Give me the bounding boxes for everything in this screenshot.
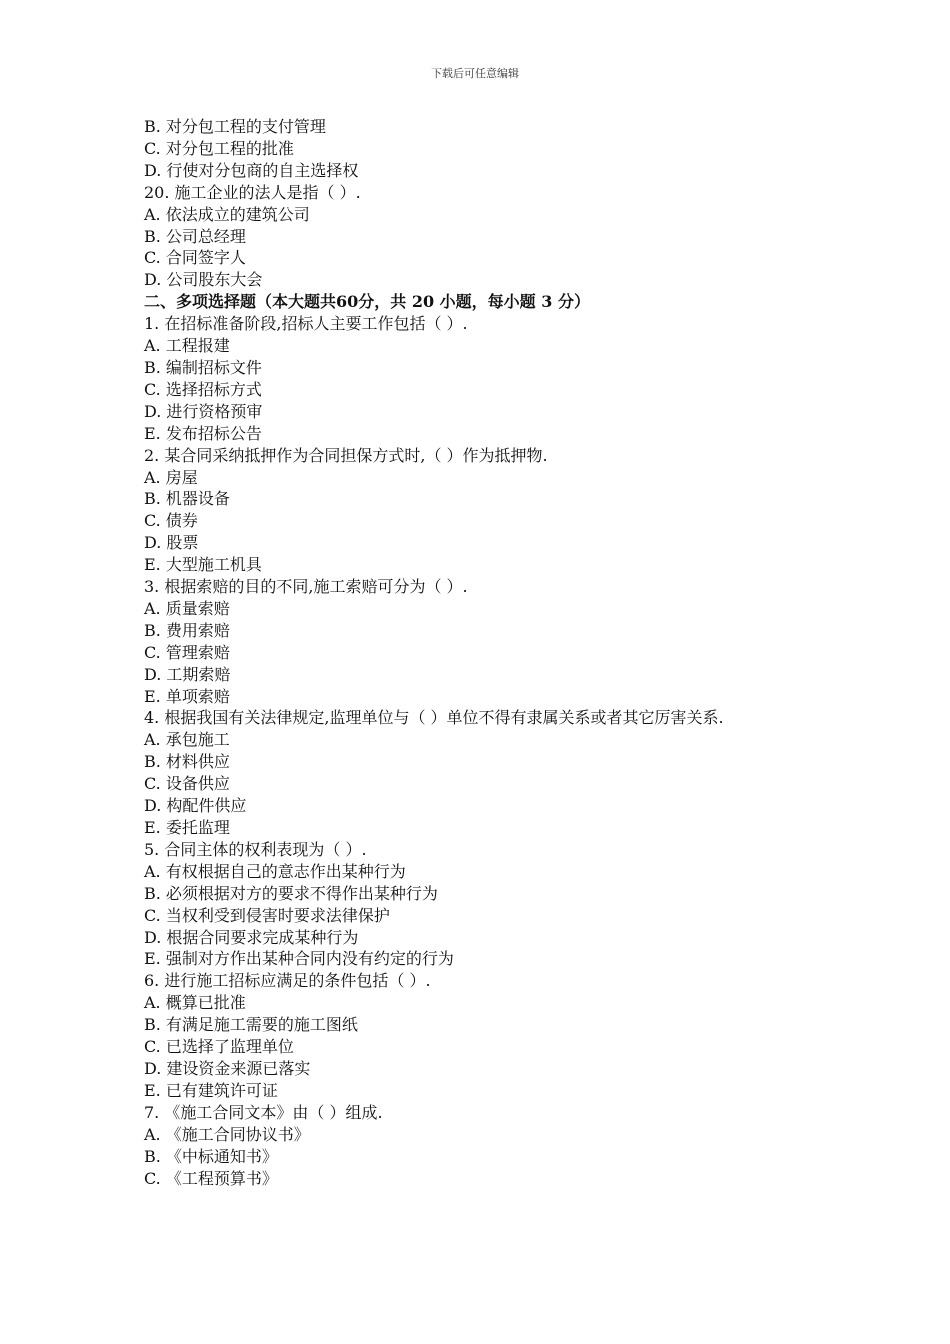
document-body xyxy=(144,116,814,1189)
document-line: A. 依法成立的建筑公司 xyxy=(144,204,310,224)
section-heading: 二、多项选择题（本大题共60分，共 20 小题，每小题 3 分） xyxy=(144,292,590,312)
document-line: D. 根据合同要求完成某种行为 xyxy=(144,927,359,947)
document-line: B. 有满足施工需要的施工图纸 xyxy=(144,1015,358,1035)
document-line: C. 《工程预算书》 xyxy=(144,1168,278,1188)
document-line: 6. 进行施工招标应满足的条件包括（ ）. xyxy=(144,971,431,991)
document-line: D. 建设资金来源已落实 xyxy=(144,1058,311,1078)
document-line: A. 工程报建 xyxy=(144,336,230,356)
document-line: C. 合同签字人 xyxy=(144,248,246,268)
document-line: E. 发布招标公告 xyxy=(144,423,262,443)
document-line: C. 债券 xyxy=(144,511,198,531)
document-line: D. 构配件供应 xyxy=(144,796,247,816)
document-line: B. 费用索赔 xyxy=(144,620,230,640)
document-line: D. 进行资格预审 xyxy=(144,401,263,421)
document-line: C. 当权利受到侵害时要求法律保护 xyxy=(144,905,390,925)
document-line: A. 承包施工 xyxy=(144,730,230,750)
document-line: 3. 根据索赔的目的不同,施工索赔可分为（ ）. xyxy=(144,577,468,597)
document-line: 7. 《施工合同文本》由（ ）组成. xyxy=(144,1102,383,1122)
document-line: 1. 在招标准备阶段,招标人主要工作包括（ ）. xyxy=(144,314,468,334)
document-line: C. 对分包工程的批准 xyxy=(144,138,294,158)
document-line: B. 材料供应 xyxy=(144,752,230,772)
document-line: C. 已选择了监理单位 xyxy=(144,1037,294,1057)
document-line: A. 概算已批准 xyxy=(144,993,246,1013)
document-line: 20. 施工企业的法人是指（ ）. xyxy=(144,182,361,202)
document-line: 5. 合同主体的权利表现为（ ）. xyxy=(144,839,367,859)
document-line: D. 工期索赔 xyxy=(144,664,231,684)
document-line: B. 编制招标文件 xyxy=(144,357,262,377)
document-line: B. 必须根据对方的要求不得作出某种行为 xyxy=(144,883,438,903)
document-line: E. 大型施工机具 xyxy=(144,555,262,575)
page-header: 下载后可任意编辑 xyxy=(431,67,519,80)
document-line: D. 公司股东大会 xyxy=(144,270,263,290)
document-line: E. 已有建筑许可证 xyxy=(144,1080,278,1100)
document-line: A. 房屋 xyxy=(144,467,198,487)
document-line: B. 公司总经理 xyxy=(144,226,246,246)
document-line: A. 质量索赔 xyxy=(144,598,230,618)
document-line: B. 机器设备 xyxy=(144,489,230,509)
document-line: D. 行使对分包商的自主选择权 xyxy=(144,160,359,180)
document-line: E. 单项索赔 xyxy=(144,686,230,706)
document-line: B. 《中标通知书》 xyxy=(144,1146,278,1166)
document-line: D. 股票 xyxy=(144,533,199,553)
document-line: A. 有权根据自己的意志作出某种行为 xyxy=(144,861,406,881)
document-line: A. 《施工合同协议书》 xyxy=(144,1124,310,1144)
document-line: E. 委托监理 xyxy=(144,818,230,837)
document-line: E. 强制对方作出某种合同内没有约定的行为 xyxy=(144,949,454,969)
document-line: 2. 某合同采纳抵押作为合同担保方式时,（ ）作为抵押物. xyxy=(144,445,548,465)
document-line: C. 设备供应 xyxy=(144,774,230,794)
document-line: 4. 根据我国有关法律规定,监理单位与（ ）单位不得有隶属关系或者其它厉害关系. xyxy=(144,708,724,728)
document-line: C. 管理索赔 xyxy=(144,642,230,662)
document-line: B. 对分包工程的支付管理 xyxy=(144,117,326,136)
document-line: C. 选择招标方式 xyxy=(144,379,262,399)
